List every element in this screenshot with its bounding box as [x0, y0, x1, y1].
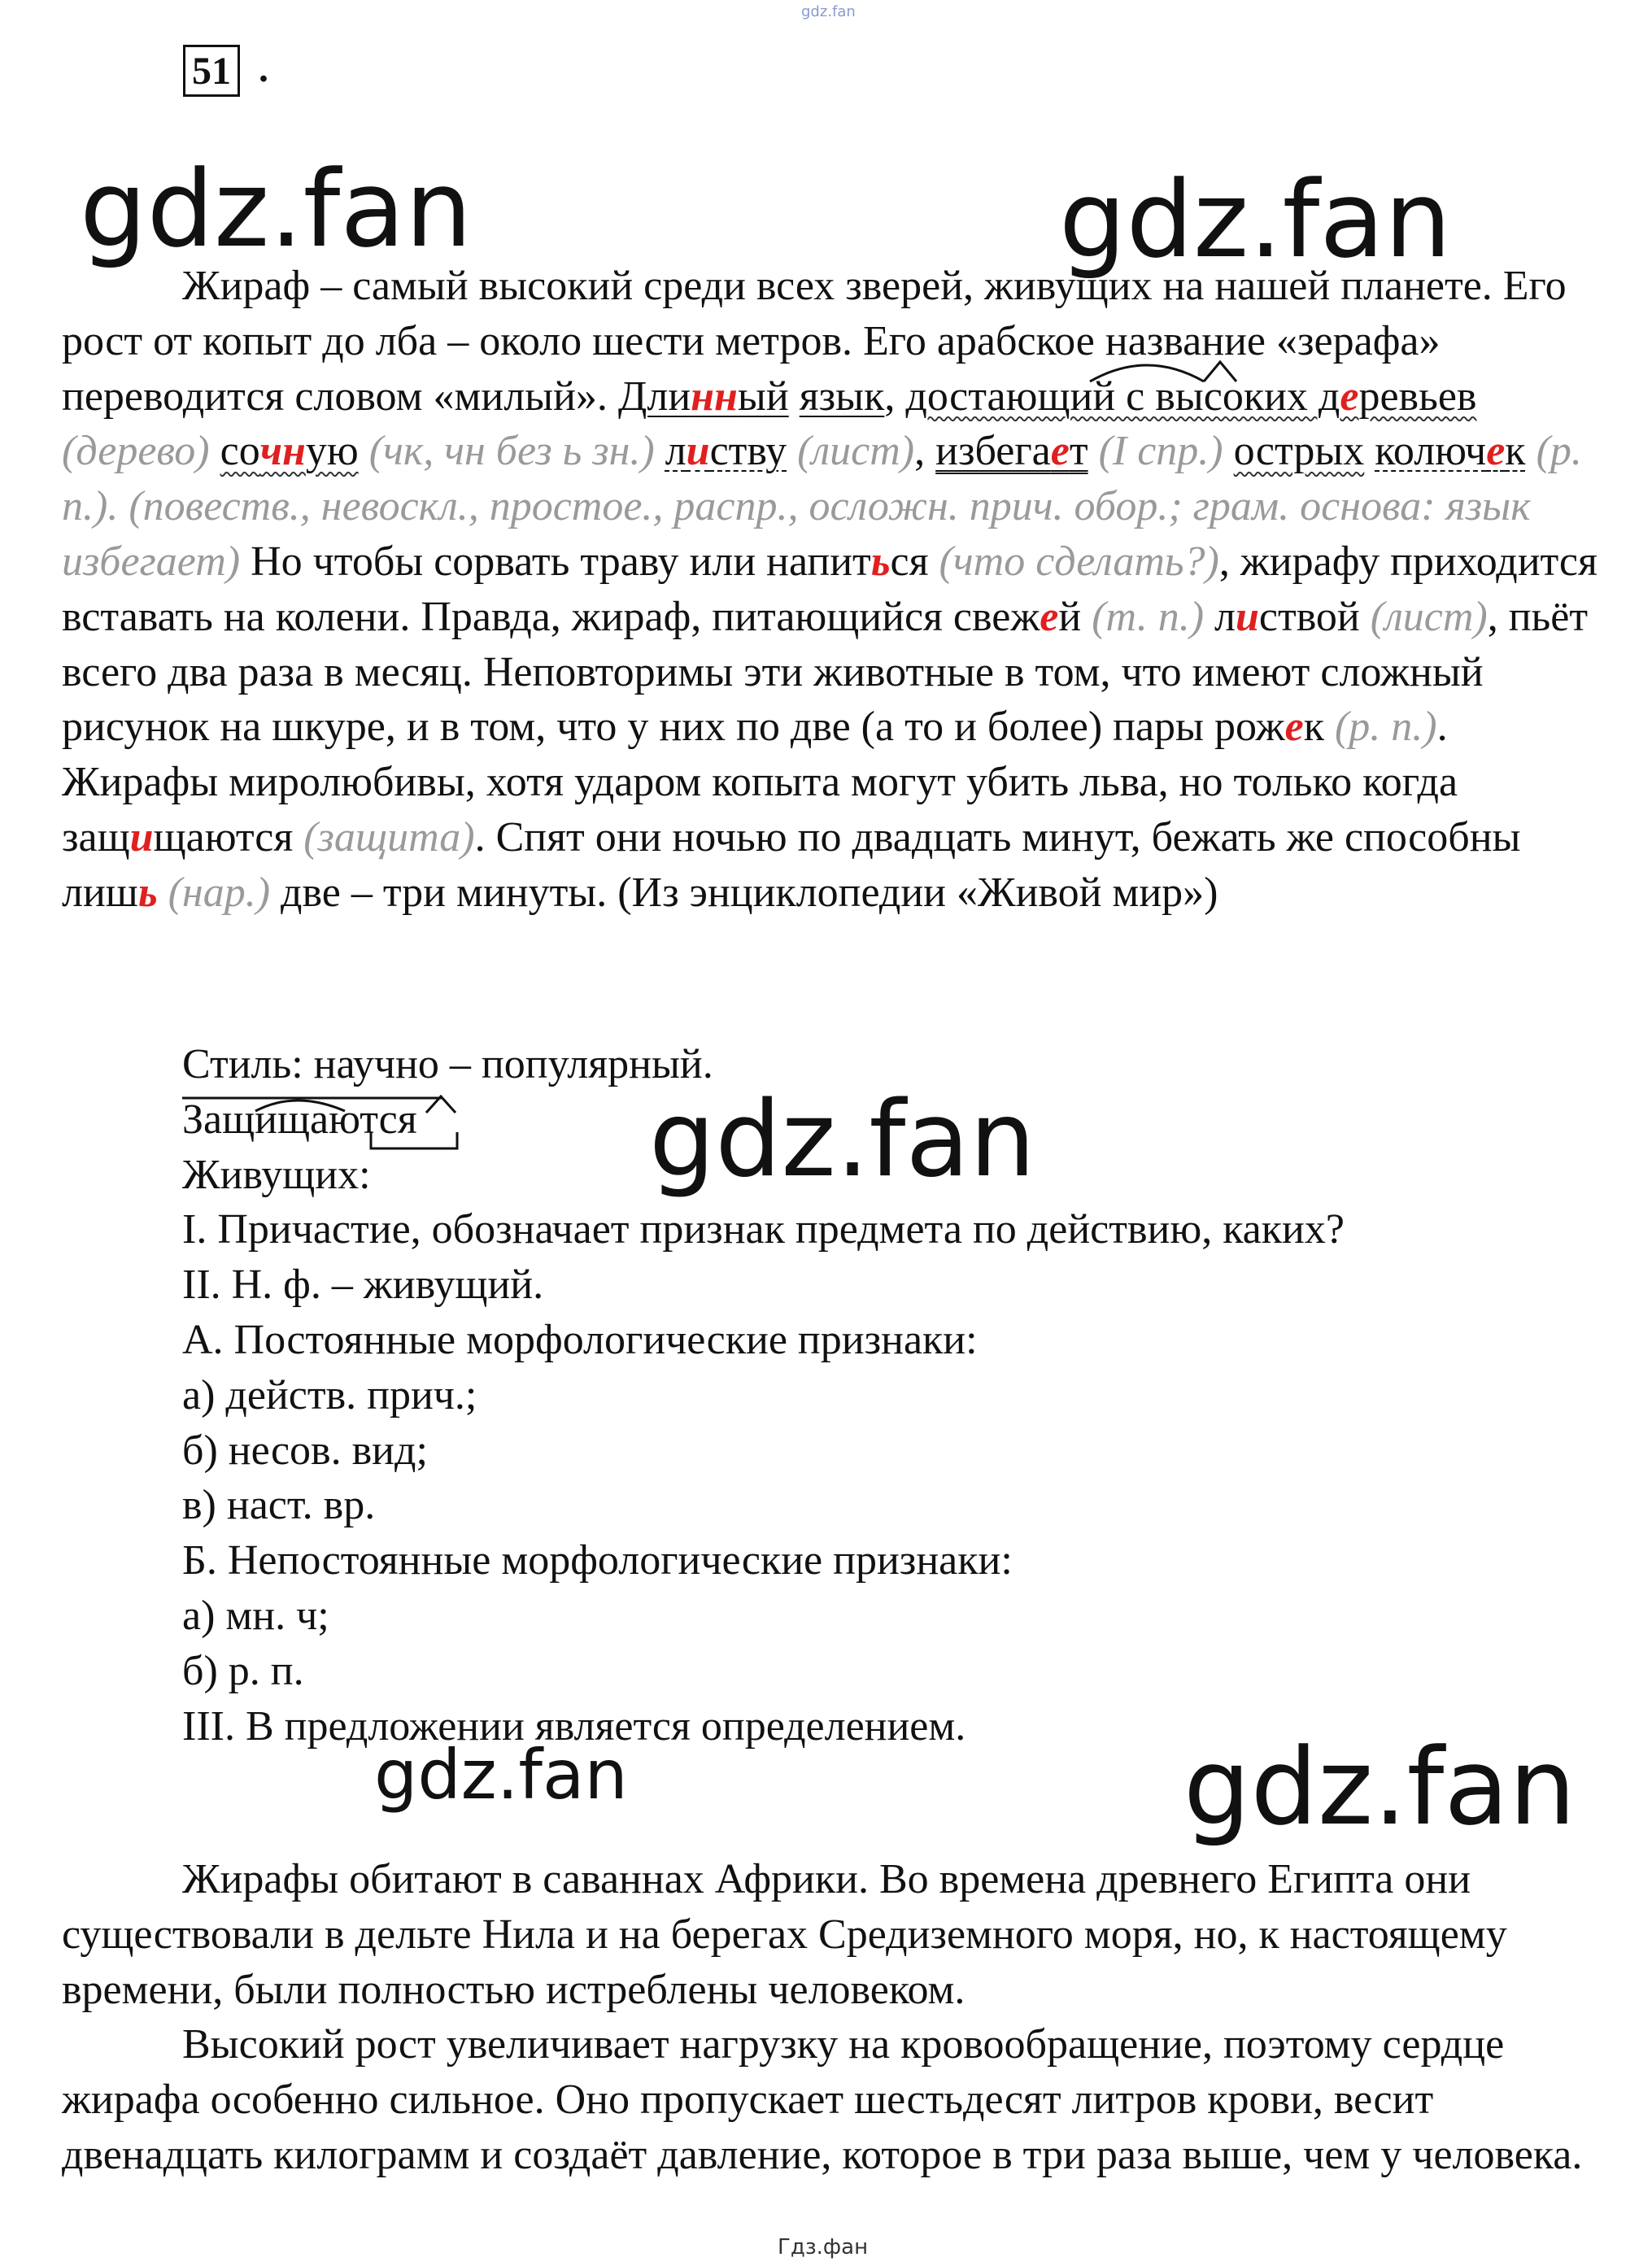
highlight-letters: е: [1486, 428, 1506, 475]
highlight-letters: ь: [137, 869, 158, 916]
exercise-number-dot: .: [259, 47, 268, 90]
paragraph: Жирафы обитают в саваннах Африки. Во времена древнего Египта они существовали в дельте Нила и на берегах Средиземного моря, но, к настоящему времени, были полностью истреблены человеком.: [62, 1856, 1507, 2013]
main-paragraph: [62, 259, 1599, 921]
watermark: gdz.fan: [374, 1735, 628, 1815]
text-run: ,: [914, 428, 936, 475]
text-run: Дли: [617, 373, 691, 420]
watermark: gdz.fan: [1183, 1725, 1576, 1849]
analysis-line: в) наст. вр.: [182, 1482, 376, 1529]
analysis-line: III. В предложении является определением.: [182, 1702, 966, 1750]
exercise-number: 51: [183, 45, 240, 97]
participial-phrase: [905, 373, 1476, 420]
text-run: ствой: [1258, 593, 1360, 640]
text-run: Жираф – самый высокий среди всех зверей, живущих на нашей планете. Его рост от копыт до лба – около шести метров. Его арабское название «зерафа» переводится словом «милый».: [62, 263, 1567, 420]
note: (дерево): [62, 428, 220, 475]
highlight-letters: и: [686, 428, 710, 475]
word-sochnuyu: [220, 428, 359, 474]
text-run: щаются: [153, 813, 294, 861]
highlight-letters: чн: [259, 428, 306, 475]
text-run: избега: [935, 428, 1051, 475]
highlight-letters: е: [1050, 428, 1070, 475]
highlight-letters: нн: [691, 373, 738, 420]
text-run: [1364, 428, 1375, 474]
analysis-line: I. Причастие, обозначает признак предмета по действию, каких?: [182, 1206, 1345, 1253]
text-run: л: [665, 428, 687, 475]
text-run: . Жирафы миролюбивы, хотя ударом копыта могут убить льва, но только когда защ: [62, 704, 1458, 861]
analysis-word: Живущих:: [182, 1151, 371, 1198]
highlight-letters: и: [1235, 593, 1259, 640]
text-run: й: [1058, 593, 1082, 640]
text-run: ревьев: [1358, 373, 1477, 420]
text-run: ую: [305, 428, 359, 475]
highlight-letters: ь: [870, 538, 891, 585]
bottom-text: [62, 1852, 1599, 2183]
word-predicate: [935, 428, 1088, 474]
text-run: Но чтобы сорвать траву или напит: [240, 538, 871, 585]
style-line: Стиль: научно – популярный.: [182, 1041, 713, 1087]
note: (лист): [1359, 593, 1488, 640]
analysis-line: а) мн. ч;: [182, 1592, 329, 1639]
text-run: . Спят они ночью по двадцать минут, бежать же способны лиш: [62, 813, 1521, 916]
text-run: две – три минуты. (Из энциклопедии «Живой мир»): [270, 869, 1218, 916]
note: (защита): [293, 813, 475, 861]
note: (р. п.): [1323, 704, 1437, 751]
analysis-line: а) действ. прич.;: [182, 1371, 477, 1418]
analysis-line: II. Н. ф. – живущий.: [182, 1262, 544, 1309]
paragraph: Высокий рост увеличивает нагрузку на кровообращение, поэтому сердце жирафа особенно сильное. Оно пропускает шестьдесят литров крови, весит двенадцать килограмм и создаёт давление, которое в три раза выше, чем у человека.: [62, 2021, 1583, 2178]
top-watermark: gdz.fan: [801, 3, 856, 20]
word-ostrykh: острых: [1233, 428, 1365, 475]
text-run: ый: [737, 373, 789, 420]
note: (что сделать?): [928, 538, 1219, 585]
watermark: gdz.fan: [80, 147, 473, 271]
footer-label: Гдз.фан: [778, 2235, 869, 2259]
highlight-letters: е: [1340, 373, 1359, 420]
note: (I спр.): [1088, 428, 1234, 475]
main-text: [62, 259, 1599, 921]
text-run: достающий с высоких д: [905, 373, 1340, 420]
analysis-line: А. Постоянные морфологические признаки:: [182, 1316, 978, 1363]
text-run: , жирафу приходится вставать на колени. Правда, жираф, питающийся свеж: [62, 538, 1598, 640]
morpheme-word: Защищаются: [182, 1096, 417, 1143]
analysis-line: Б. Непостоянные морфологические признаки:: [182, 1537, 1013, 1584]
note: (р. п.). (повеств., невоскл., простое., распр., осложн. прич. обор.; грам. основа: язык избегает): [62, 428, 1582, 585]
highlight-letters: е: [1040, 593, 1059, 640]
note: (чк, чн без ь зн.): [358, 428, 665, 475]
word-kolyuchek: [1375, 428, 1525, 474]
text-run: ству: [709, 428, 787, 475]
text-run: т: [1069, 428, 1088, 475]
text-run: ся: [890, 538, 929, 585]
analysis-line: б) несов. вид;: [182, 1427, 428, 1474]
text-run: , пьёт всего два раза в месяц. Неповторимы эти животные в том, что имеют сложный рисунок на шкуре, и в том, что у них по две (а то и более) пары рож: [62, 593, 1589, 751]
highlight-letters: и: [129, 813, 154, 861]
watermark: gdz.fan: [1059, 158, 1452, 281]
text-run: л: [1214, 593, 1236, 640]
word-subject: язык: [799, 373, 885, 420]
text-run: к: [1303, 704, 1324, 751]
text-run: к: [1505, 428, 1526, 475]
note: (нар.): [157, 869, 271, 916]
text-run: со: [220, 428, 260, 475]
text-run: ,: [884, 373, 906, 420]
watermark: gdz.fan: [649, 1079, 1035, 1201]
analysis-line: б) р. п.: [182, 1647, 304, 1694]
note: (т. п.): [1081, 593, 1215, 640]
note: (лист): [787, 428, 915, 475]
text-run: колюч: [1375, 428, 1487, 475]
word-dlinny: [618, 373, 789, 420]
highlight-letters: е: [1284, 704, 1304, 751]
word-listvu: [665, 428, 787, 474]
